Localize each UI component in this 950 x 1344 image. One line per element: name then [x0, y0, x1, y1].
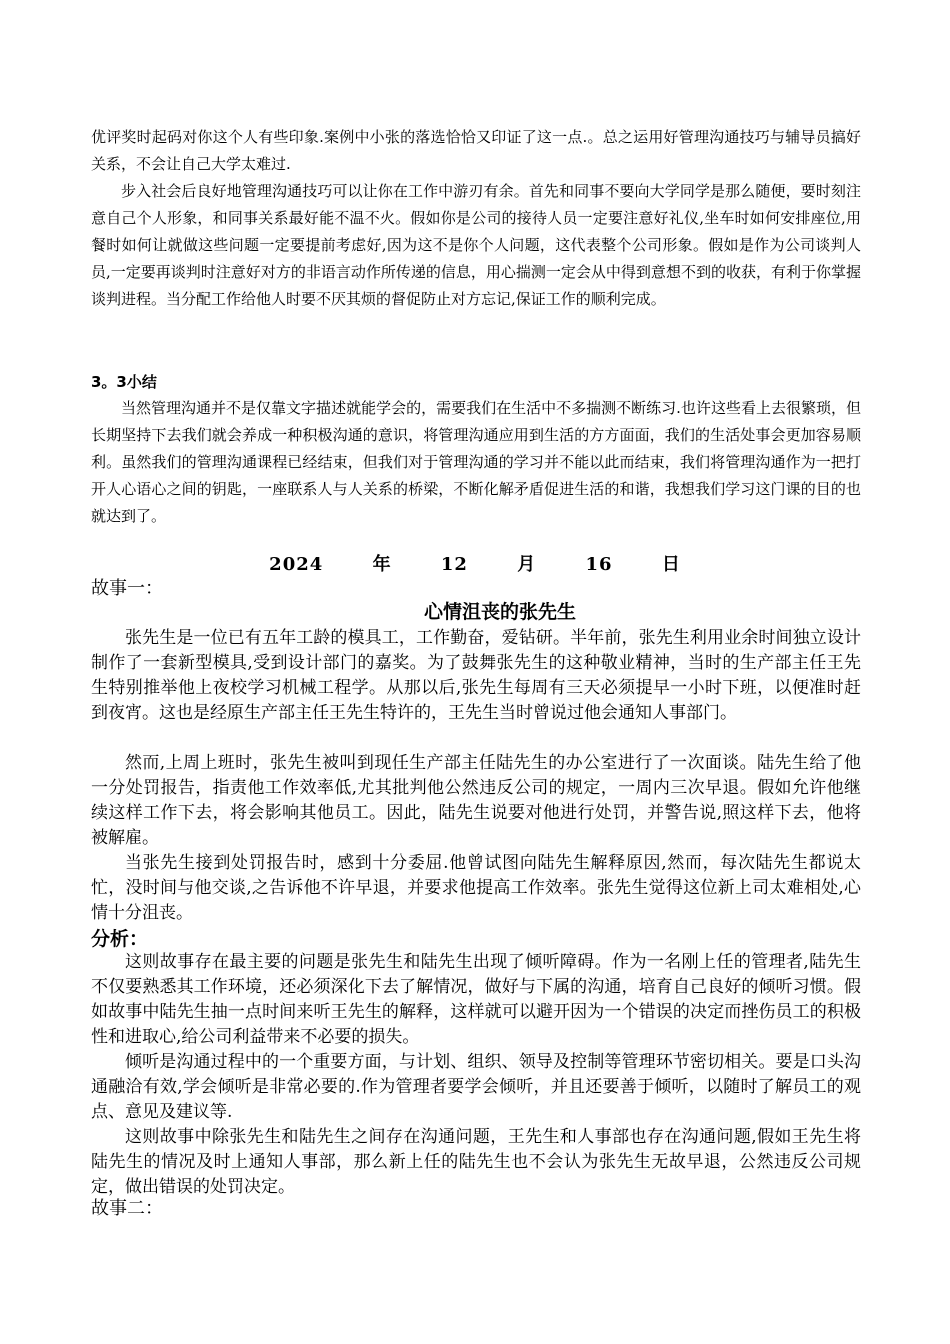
date-day: 16	[585, 554, 613, 575]
story-paragraph: 然而,上周上班时，张先生被叫到现任生产部主任陆先生的办公室进行了一次面谈。陆先生给了他一分处罚报告，指责他工作效率低,尤其批判他公然违反公司的规定，一周内三次早退。假如允许他继续这样工作下去，将会影响其他员工。因此，陆先生说要对他进行处罚，并警告说,照这样下去，他将被解雇。	[91, 753, 861, 848]
date-year: 2024	[269, 554, 324, 575]
date-line	[0, 550, 950, 576]
story-two-label: 故事二：	[91, 1198, 163, 1219]
date-month-unit: 月	[517, 554, 537, 575]
date-year-unit: 年	[372, 554, 392, 575]
story-paragraph: 张先生是一位已有五年工龄的模具工，工作勤奋，爱钻研。半年前，张先生利用业余时间独立设计制作了一套新型模具,受到设计部门的嘉奖。为了鼓舞张先生的这种敬业精神，当时的生产部主任王先生特别推举他上夜校学习机械工程学。从那以后,张先生每周有三天必须提早一小时下班，以便准时赶到夜宵。这也是经原生产部主任王先生特许的，王先生当时曾说过他会通知人事部门。	[91, 628, 861, 723]
story-one-label: 故事一：	[91, 578, 163, 599]
analysis-paragraph: 倾听是沟通过程中的一个重要方面，与计划、组织、领导及控制等管理环节密切相关。要是口头沟通融洽有效,学会倾听是非常必要的.作为管理者要学会倾听，并且还要善于倾听，以随时了解员工的观点、意见及建议等.	[91, 1052, 861, 1122]
paragraph-society: 步入社会后良好地管理沟通技巧可以让你在工作中游刃有余。首先和同事不要向大学同学是那么随便，要时刻注意自己个人形象，和同事关系最好能不温不火。假如你是公司的接待人员一定要注意好礼仪,坐车时如何安排座位,用餐时如何让就做这些问题一定要提前考虑好,因为这不是你个人问题，这代表整个公司形象。假如是作为公司谈判人员,一定要再谈判时注意好对方的非语言动作所传递的信息，用心揣测一定会从中得到意想不到的收获，有利于你掌握谈判进程。当分配工作给他人时要不厌其烦的督促防止对方忘记,保证工作的顺利完成。	[91, 182, 861, 308]
date-day-unit: 日	[661, 554, 681, 575]
date-month: 12	[440, 554, 468, 575]
story-one-title: 心情沮丧的张先生	[423, 601, 576, 623]
section-heading-summary: 3。3小结	[91, 373, 157, 391]
story-paragraph: 当张先生接到处罚报告时，感到十分委屈.他曾试图向陆先生解释原因,然而，每次陆先生都说太忙，没时间与他交谈,之告诉他不许早退，并要求他提高工作效率。张先生觉得这位新上司太难相处,心情十分沮丧。	[91, 853, 861, 923]
analysis-paragraph: 这则故事存在最主要的问题是张先生和陆先生出现了倾听障碍。作为一名刚上任的管理者,陆先生不仅要熟悉其工作环境，还必须深化下去了解情况，做好与下属的沟通，培育自己良好的倾听习惯。假如故事中陆先生抽一点时间来听王先生的解释，这样就可以避开因为一个错误的决定而挫伤员工的积极性和进取心,给公司利益带来不必要的损失。	[91, 952, 861, 1047]
paragraph-summary: 当然管理沟通并不是仅靠文字描述就能学会的，需要我们在生活中不多揣测不断练习.也许这些看上去很繁琐，但长期坚持下去我们就会养成一种积极沟通的意识，将管理沟通应用到生活的方方面面，我们的生活处事会更加容易顺利。虽然我们的管理沟通课程已经结束，但我们对于管理沟通的学习并不能以此而结束，我们将管理沟通作为一把打开人心语心之间的钥匙，一座联系人与人关系的桥梁，不断化解矛盾促进生活的和谐，我想我们学习这门课的目的也就达到了。	[91, 399, 861, 525]
analysis-paragraph: 这则故事中除张先生和陆先生之间存在沟通问题，王先生和人事部也存在沟通问题,假如王先生将陆先生的情况及时上通知人事部，那么新上任的陆先生也不会认为张先生无故早退，公然违反公司规定，做出错误的处罚决定。	[91, 1127, 861, 1197]
analysis-label: 分析：	[91, 928, 149, 950]
paragraph-continued: 优评奖时起码对你这个人有些印象.案例中小张的落选恰恰又印证了这一点.。总之运用好管理沟通技巧与辅导员搞好关系，不会让自己大学太难过.	[91, 128, 861, 173]
